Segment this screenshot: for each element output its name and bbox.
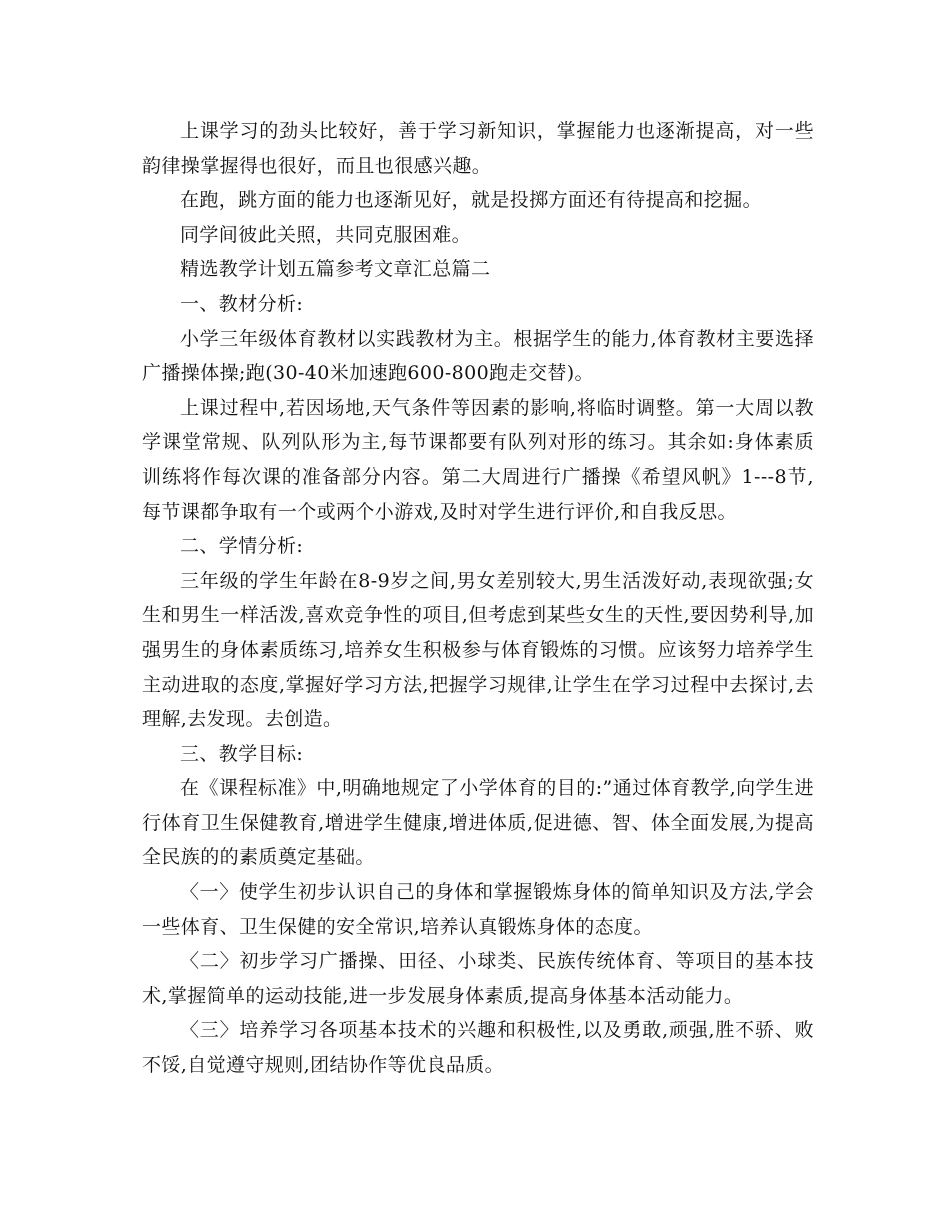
goal-item-two: 〈二〉初步学习广播操、田径、小球类、民族传统体育、等项目的基本技术,掌握简单的运动技能,进一步发展身体素质,提高身体基本活动能力。 (142, 950, 814, 1007)
paragraph-class-process: 上课过程中,若因场地,天气条件等因素的影响,将临时调整。第一大周以教学课堂常规、队列队形为主,每节课都要有队列对形的练习。其余如:身体素质训练将作每次课的准备部分内容。第二大周进行广播操《希望风帆》1---8节,每节课都争取有一个或两个小游戏,及时对学生进行评价,和自我反思。 (142, 396, 814, 523)
goal-item-one: 〈一〉使学生初步认识自己的身体和掌握锻炼身体的简单知识及方法,学会一些体育、卫生保健的安全常识,培养认真锻炼身体的态度。 (142, 881, 814, 938)
paragraph-curriculum-standard: 在《课程标准》中,明确地规定了小学体育的目的:”通过体育教学,向学生进行体育卫生保健教育,增进学生健康,增进体质,促进德、智、体全面发展,为提高全民族的的素质奠定基础。 (142, 777, 814, 869)
goal-item-three: 〈三〉培养学习各项基本技术的兴趣和积极性,以及勇敢,顽强,胜不骄、败不馁,自觉遵守规则,团结协作等优良品质。 (142, 1019, 814, 1077)
paragraph-mutual-care: 同学间彼此关照，共同克服困难。 (180, 223, 472, 246)
paragraph-running-jumping: 在跑，跳方面的能力也逐渐见好，就是投掷方面还有待提高和挖掘。 (180, 189, 763, 212)
paragraph-student-analysis: 三年级的学生年龄在8-9岁之间,男女差别较大,男生活泼好动,表现欲强;女生和男生一样活泼,喜欢竞争性的项目,但考虑到某些女生的天性,要因势利导,加强男生的身体素质练习,培养女生积极参与体育锻炼的习惯。应该努力培养学生主动进取的态度,掌握好学习方法,把握学习规律,让学生在学习过程中去探讨,去理解,去发现。去创造。 (142, 569, 814, 731)
heading-student-analysis: 二、学情分析: (180, 535, 304, 558)
section-title-part-two: 精选教学计划五篇参考文章汇总篇二 (180, 258, 491, 281)
heading-teaching-goals: 三、教学目标: (180, 742, 304, 765)
paragraph-textbook-content: 小学三年级体育教材以实践教材为主。根据学生的能力,体育教材主要选择广播操体操;跑(30-40米加速跑600-800跑走交替)。 (142, 327, 814, 385)
heading-textbook-analysis: 一、教材分析: (180, 292, 304, 315)
document-body (142, 114, 814, 1083)
paragraph-attitude: 上课学习的劲头比较好，善于学习新知识，掌握能力也逐渐提高，对一些韵律操掌握得也很好，而且也很感兴趣。 (142, 120, 814, 177)
